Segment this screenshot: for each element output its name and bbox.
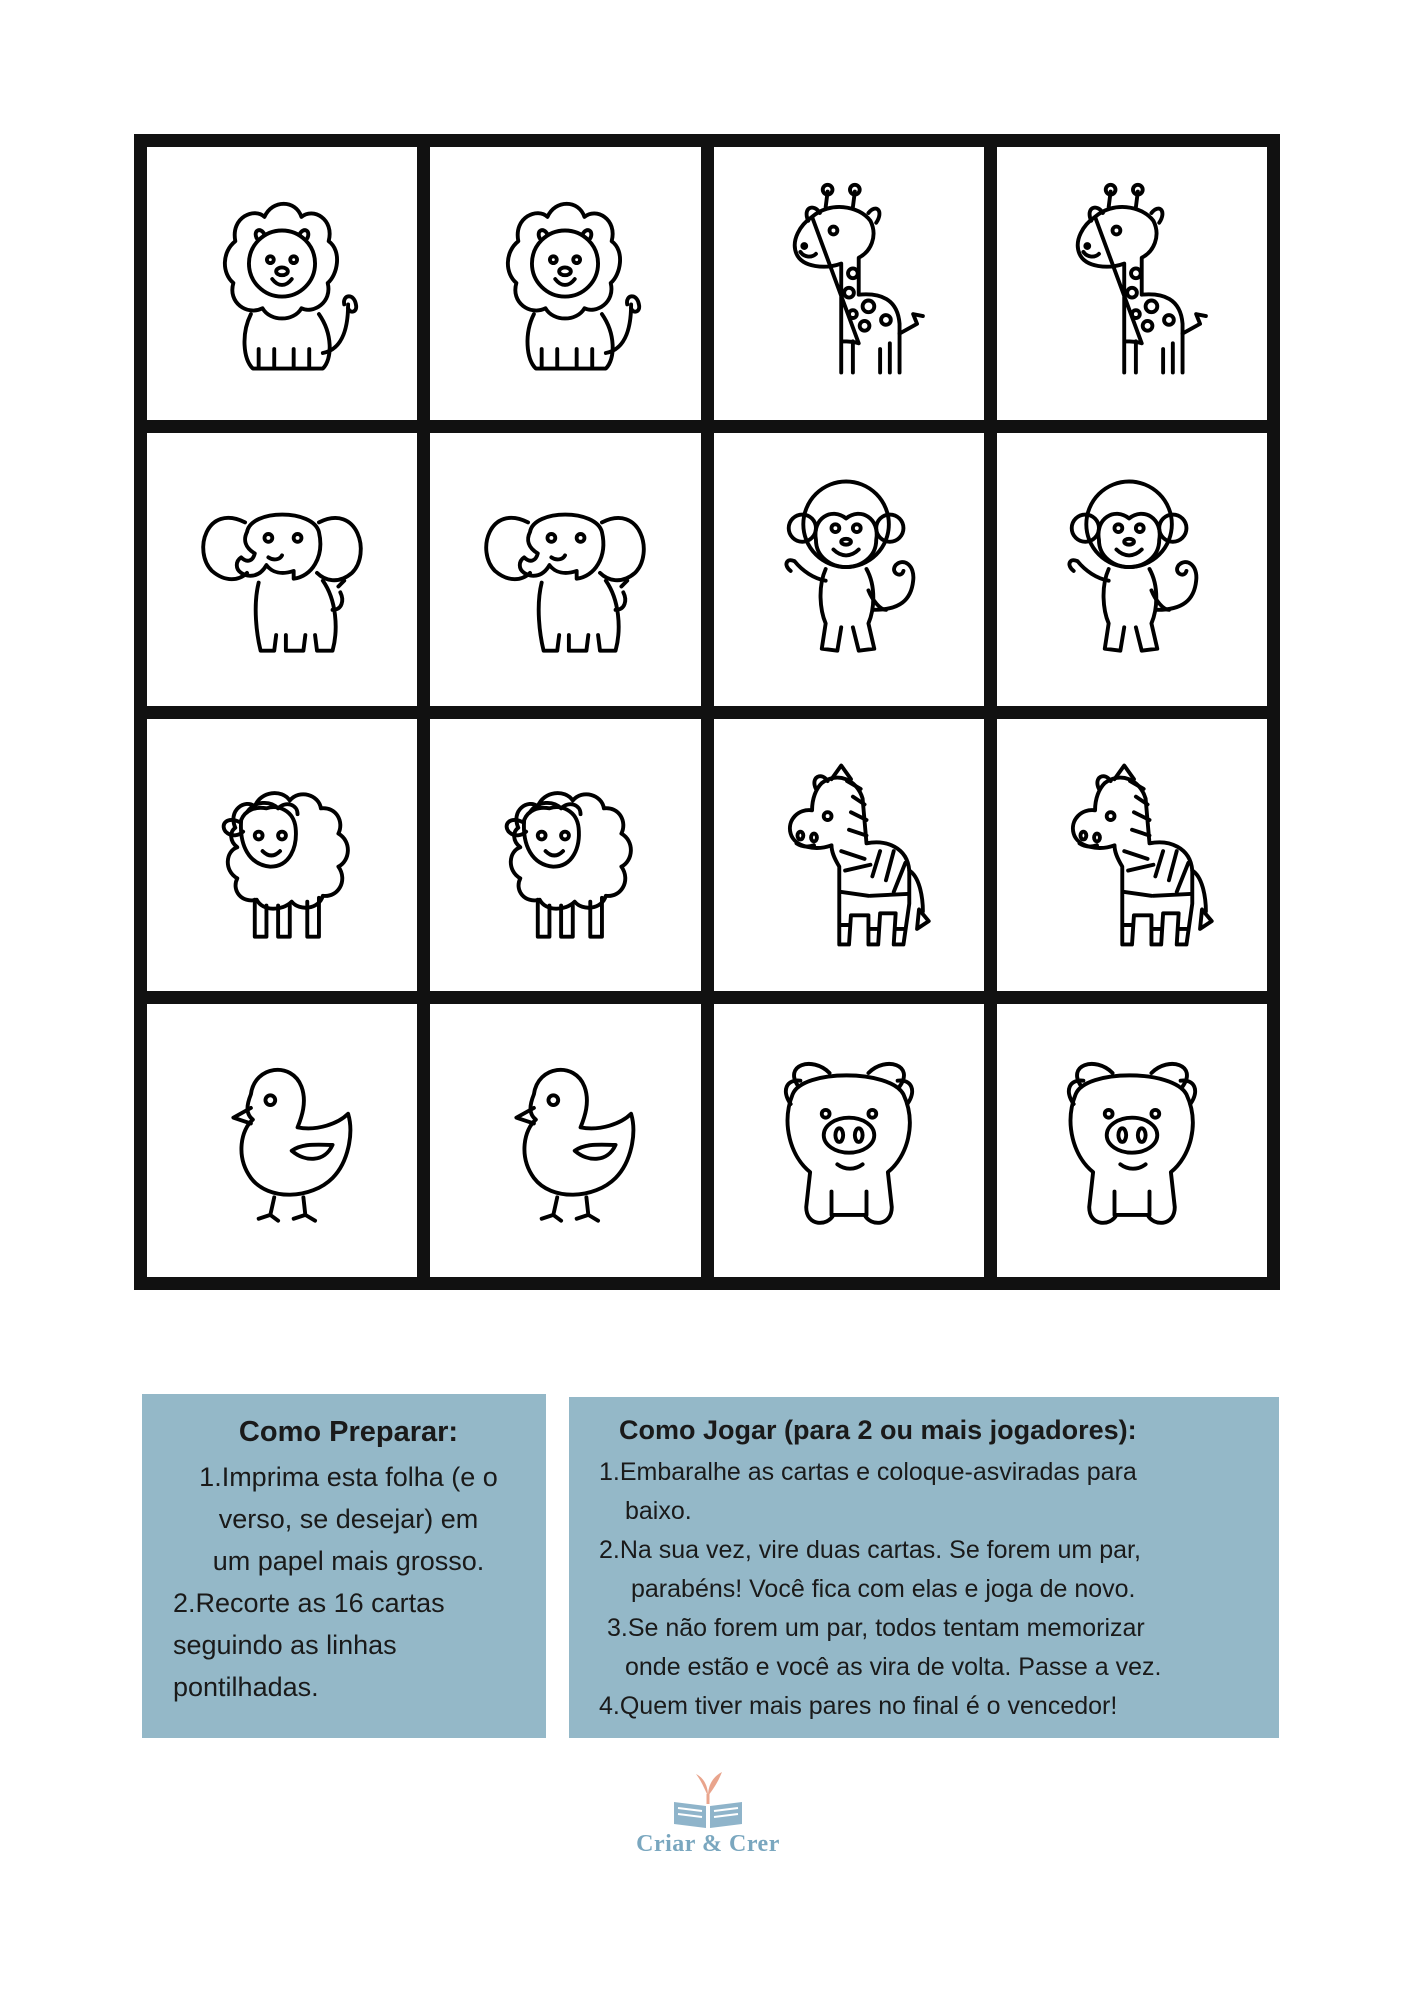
memory-card-elephant [430, 433, 700, 706]
book-sprout-icon [668, 1766, 748, 1832]
memory-card-monkey [714, 433, 984, 706]
chick-icon [177, 1036, 387, 1246]
memory-card-pig [997, 1004, 1267, 1277]
play-line: parabéns! Você fica com elas e joga de novo. [631, 1575, 1136, 1603]
play-line: 4.Quem tiver mais pares no final é o vencedor! [599, 1692, 1118, 1720]
zebra-icon [744, 750, 954, 960]
play-title: Como Jogar (para 2 ou mais jogadores): [619, 1415, 1137, 1445]
sheep-icon [460, 750, 670, 960]
prepare-line: verso, se desejar) em [218, 1504, 479, 1534]
play-line: 3.Se não forem um par, todos tentam memorizar [607, 1614, 1145, 1642]
memory-card-giraffe [714, 147, 984, 420]
play-line: baixo. [625, 1497, 692, 1525]
prepare-line: seguindo as linhas [173, 1630, 397, 1660]
play-line: 2.Na sua vez, vire duas cartas. Se forem um par, [599, 1536, 1141, 1564]
how-to-play-panel [569, 1397, 1279, 1738]
giraffe-icon [744, 178, 954, 388]
memory-card-sheep [147, 719, 417, 992]
monkey-icon [1027, 464, 1237, 674]
brand-logo [628, 1766, 788, 1862]
elephant-icon [460, 464, 670, 674]
memory-card-sheep [430, 719, 700, 992]
memory-card-giraffe [997, 147, 1267, 420]
memory-card-chick [430, 1004, 700, 1277]
brand-name: Criar & Crer [636, 1831, 780, 1857]
memory-card-zebra [997, 719, 1267, 992]
prepare-line: um papel mais grosso. [212, 1546, 485, 1576]
monkey-icon [744, 464, 954, 674]
sheep-icon [177, 750, 387, 960]
memory-card-monkey [997, 433, 1267, 706]
memory-card-grid [134, 134, 1280, 1290]
memory-card-pig [714, 1004, 984, 1277]
play-line: 1.Embaralhe as cartas e coloque-asviradas para [599, 1458, 1137, 1486]
lion-icon [177, 178, 387, 388]
prepare-line: 1.Imprima esta folha (e o [199, 1462, 498, 1492]
zebra-icon [1027, 750, 1237, 960]
how-to-prepare-panel [142, 1394, 546, 1738]
memory-card-elephant [147, 433, 417, 706]
elephant-icon [177, 464, 387, 674]
memory-card-zebra [714, 719, 984, 992]
play-line: onde estão e você as vira de volta. Passe a vez. [625, 1653, 1162, 1681]
prepare-line: 2.Recorte as 16 cartas [173, 1588, 445, 1618]
giraffe-icon [1027, 178, 1237, 388]
memory-card-lion [430, 147, 700, 420]
prepare-title: Como Preparar: [238, 1416, 459, 1448]
chick-icon [460, 1036, 670, 1246]
pig-icon [744, 1036, 954, 1246]
prepare-line: pontilhadas. [173, 1672, 319, 1702]
memory-card-chick [147, 1004, 417, 1277]
lion-icon [460, 178, 670, 388]
memory-card-lion [147, 147, 417, 420]
pig-icon [1027, 1036, 1237, 1246]
